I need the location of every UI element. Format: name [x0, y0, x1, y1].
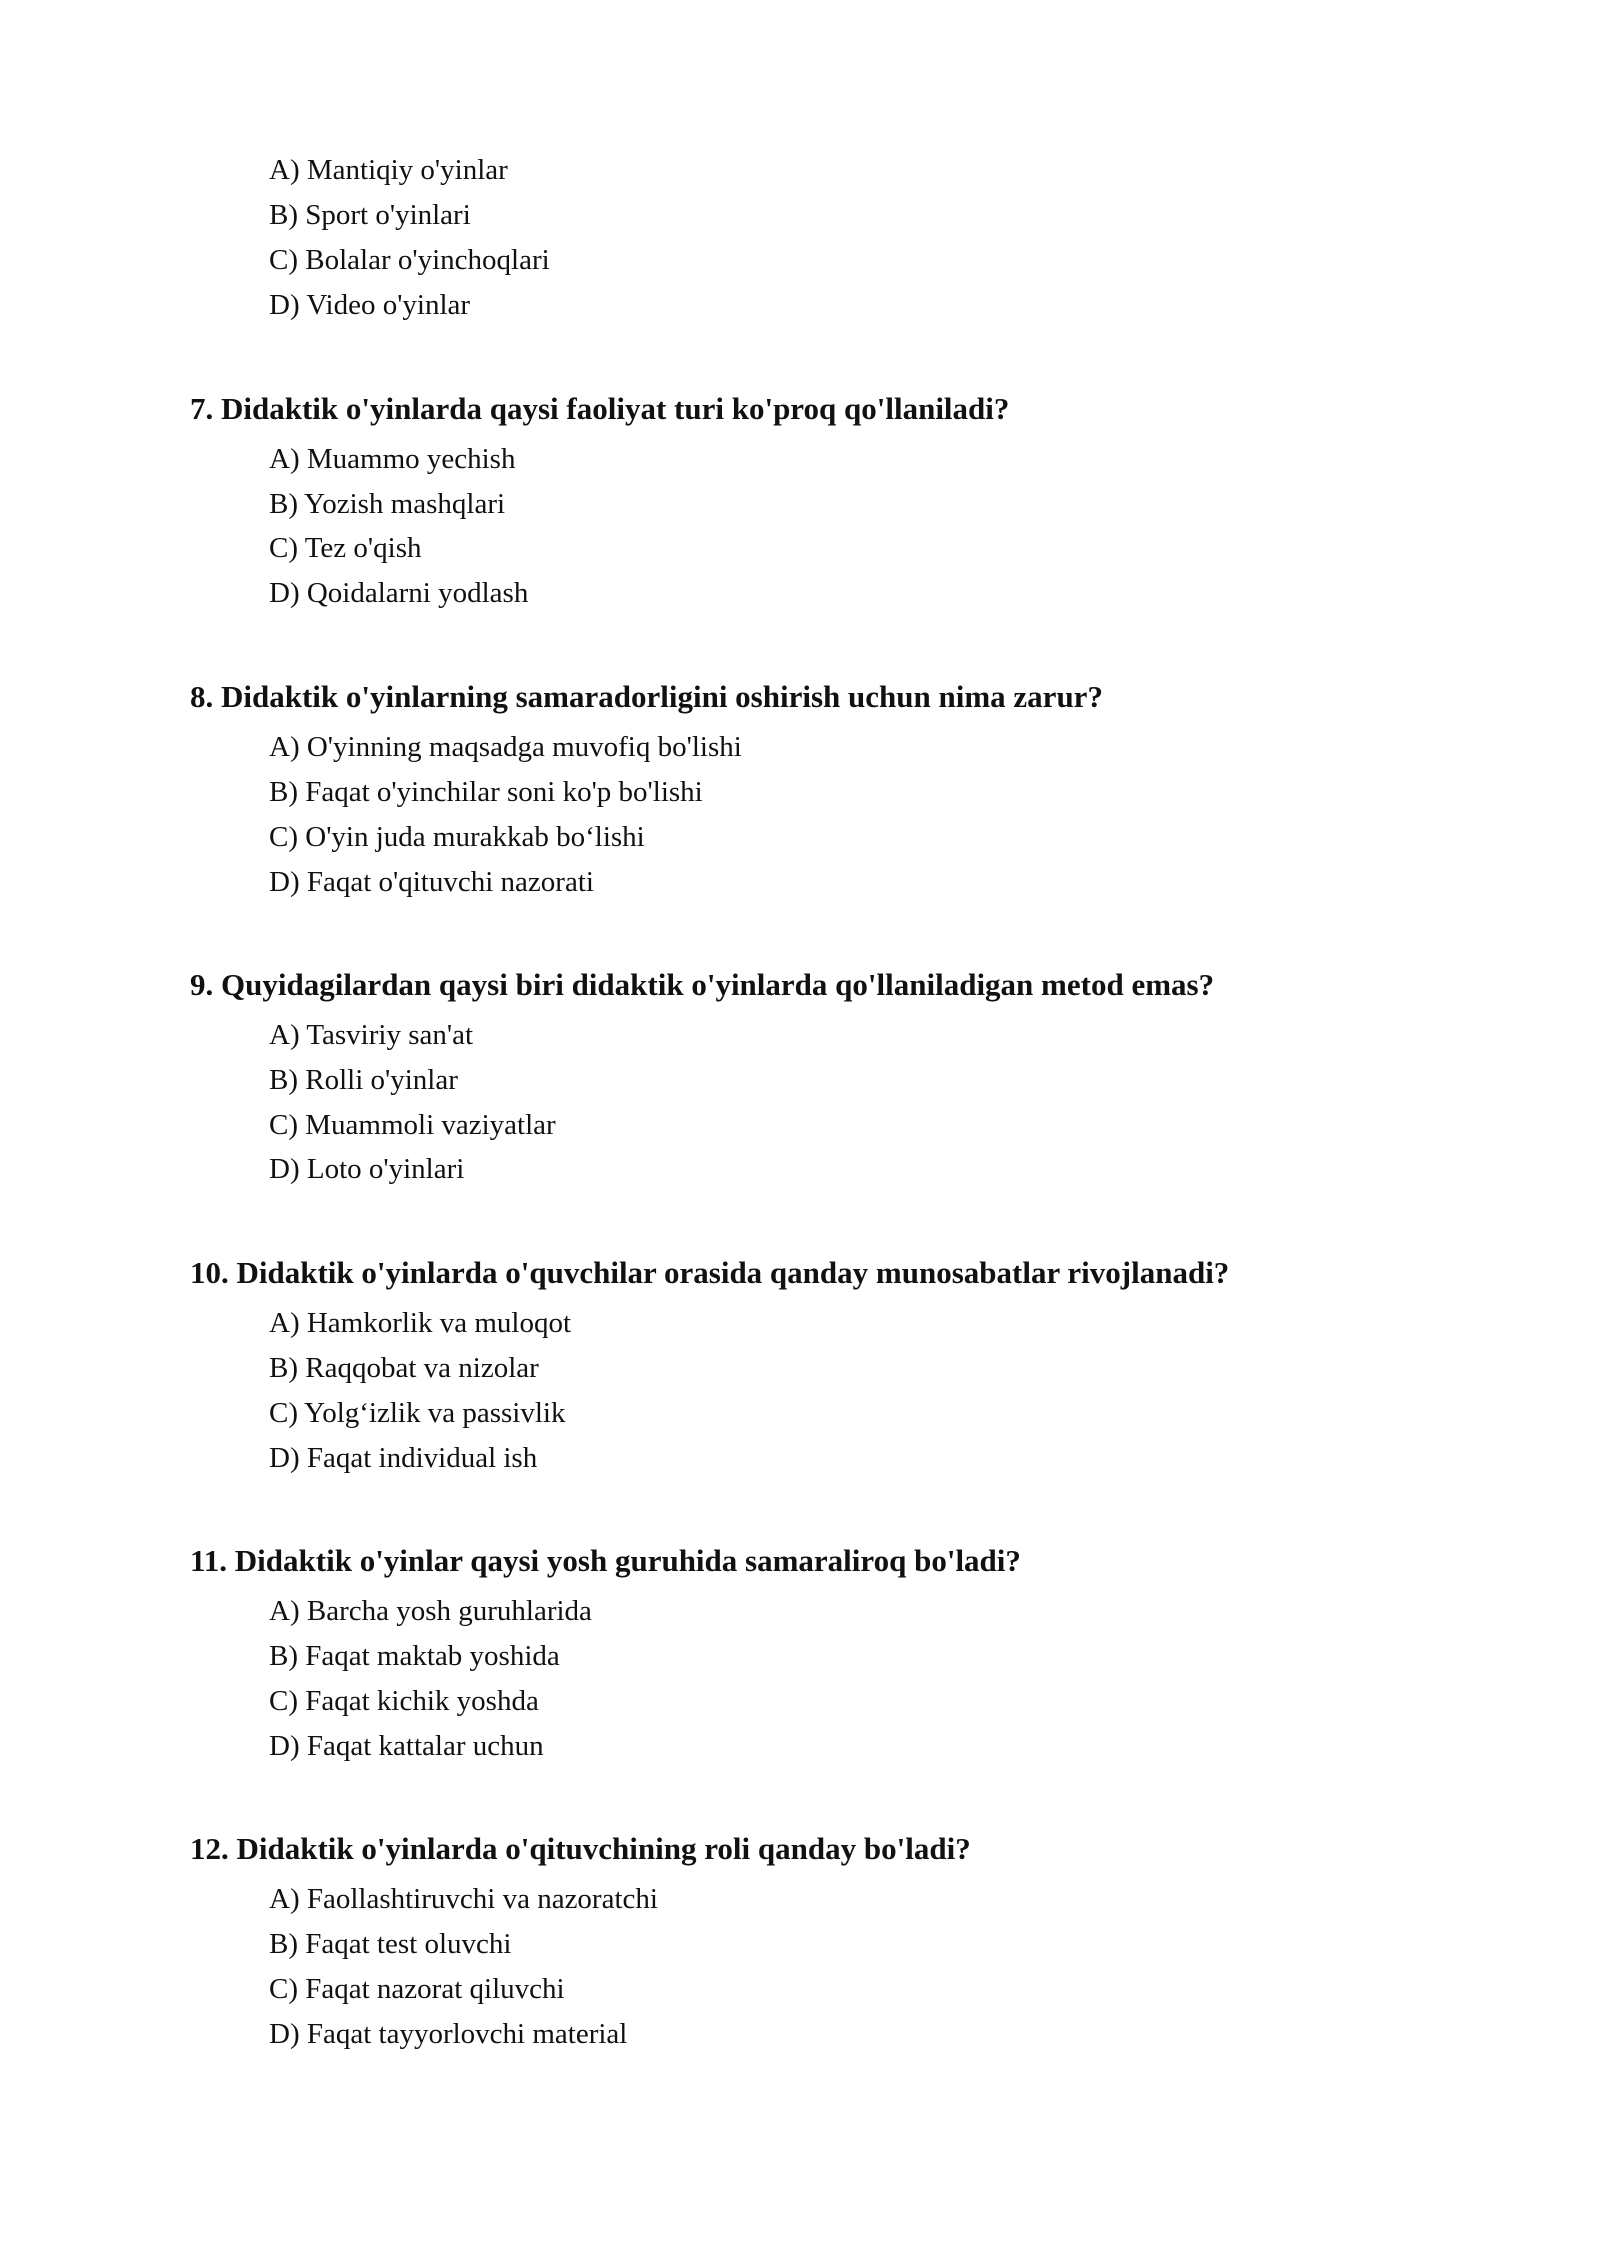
option-c: C) O'yin juda murakkab bo‘lishi [269, 821, 645, 853]
question-title: 11. Didaktik o'yinlar qaysi yosh guruhida samaraliroq bo'ladi? [190, 1543, 1021, 1578]
option-a: A) O'yinning maqsadga muvofiq bo'lishi [269, 731, 742, 763]
option-b: B) Rolli o'yinlar [269, 1064, 458, 1096]
question-title: 10. Didaktik o'yinlarda o'quvchilar orasida qanday munosabatlar rivojlanadi? [190, 1255, 1230, 1290]
option-a: A) Hamkorlik va muloqot [269, 1307, 572, 1339]
option-a: A) Mantiqiy o'yinlar [269, 154, 508, 186]
question-title: 8. Didaktik o'yinlarning samaradorligini oshirish uchun nima zarur? [190, 679, 1103, 714]
option-b: B) Sport o'yinlari [269, 199, 471, 231]
option-b: B) Raqqobat va nizolar [269, 1352, 539, 1384]
option-d: D) Qoidalarni yodlash [269, 577, 529, 609]
option-d: D) Faqat tayyorlovchi material [269, 2018, 628, 2050]
option-a: A) Faollashtiruvchi va nazoratchi [269, 1883, 658, 1915]
option-a: A) Barcha yosh guruhlarida [269, 1595, 592, 1627]
option-c: C) Tez o'qish [269, 532, 422, 564]
option-a: A) Tasviriy san'at [269, 1019, 474, 1051]
option-d: D) Faqat individual ish [269, 1442, 538, 1474]
option-d: D) Video o'yinlar [269, 289, 471, 321]
question-title: 9. Quyidagilardan qaysi biri didaktik o'yinlarda qo'llaniladigan metod emas? [190, 967, 1215, 1002]
option-b: B) Yozish mashqlari [269, 488, 506, 520]
option-b: B) Faqat o'yinchilar soni ko'p bo'lishi [269, 776, 703, 808]
option-c: C) Muammoli vaziyatlar [269, 1109, 556, 1141]
question-title: 7. Didaktik o'yinlarda qaysi faoliyat turi ko'proq qo'llaniladi? [190, 391, 1010, 426]
option-d: D) Loto o'yinlari [269, 1153, 465, 1185]
option-b: B) Faqat maktab yoshida [269, 1640, 560, 1672]
option-d: D) Faqat kattalar uchun [269, 1730, 544, 1762]
option-c: C) Yolg‘izlik va passivlik [269, 1397, 566, 1429]
question-title: 12. Didaktik o'yinlarda o'qituvchining roli qanday bo'ladi? [190, 1831, 971, 1866]
option-c: C) Faqat kichik yoshda [269, 1685, 539, 1717]
option-a: A) Muammo yechish [269, 443, 516, 475]
option-c: C) Bolalar o'yinchoqlari [269, 244, 550, 276]
option-b: B) Faqat test oluvchi [269, 1928, 512, 1960]
option-c: C) Faqat nazorat qiluvchi [269, 1973, 565, 2005]
option-d: D) Faqat o'qituvchi nazorati [269, 866, 594, 898]
